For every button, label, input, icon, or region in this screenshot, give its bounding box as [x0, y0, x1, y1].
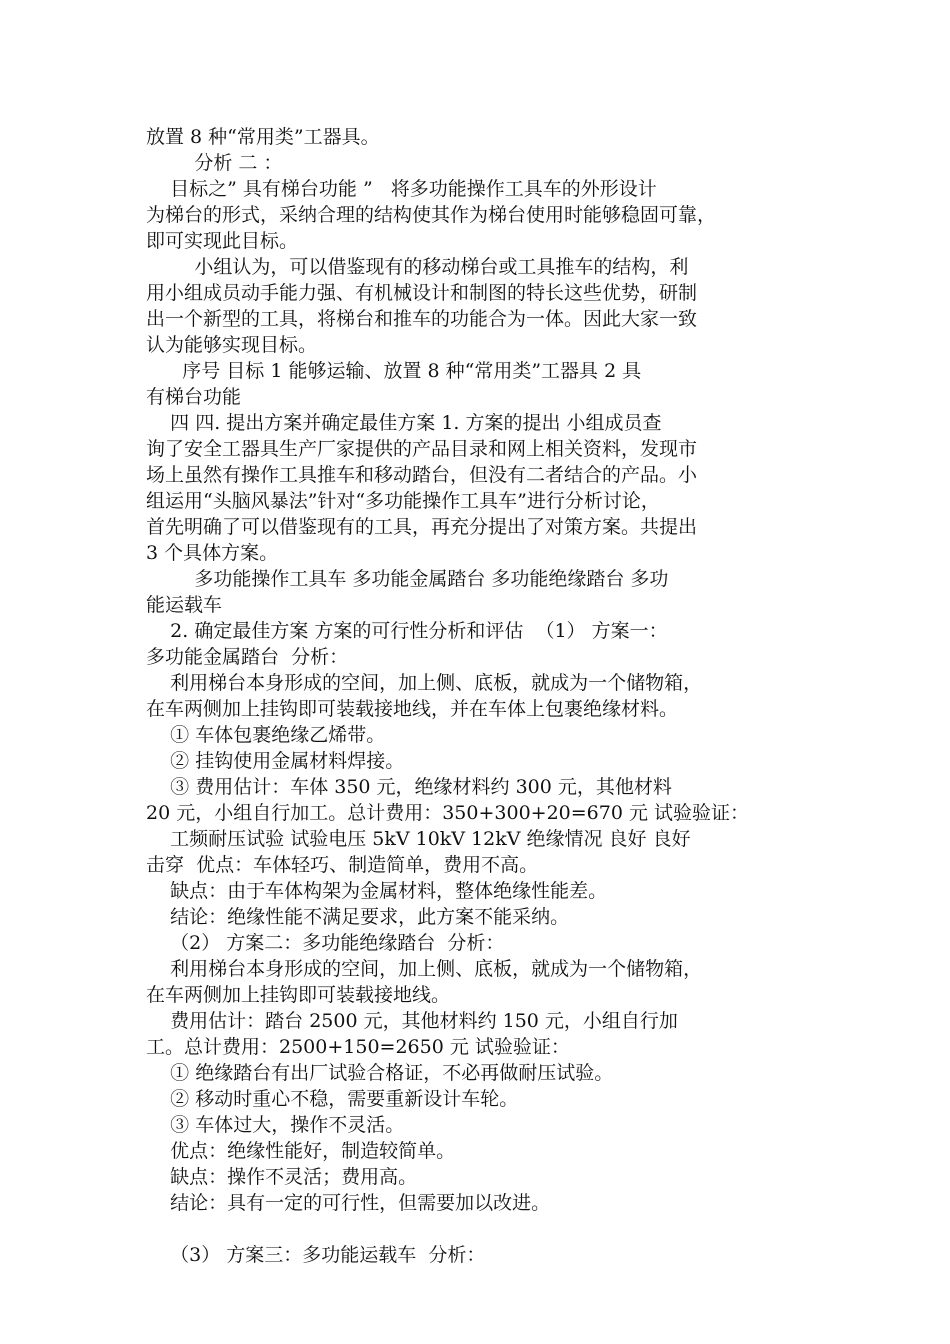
text-line: 缺点：操作不灵活；费用高。: [146, 1166, 418, 1188]
text-line: 询了安全工器具生产厂家提供的产品目录和网上相关资料，发现市: [146, 438, 698, 460]
text-line: 四 四. 提出方案并确定最佳方案 1. 方案的提出 小组成员查: [146, 412, 662, 434]
text-line: （3） 方案三：多功能运载车 分析：: [146, 1244, 486, 1266]
text-line: 优点：绝缘性能好，制造较简单。: [146, 1140, 456, 1162]
text-line: ② 移动时重心不稳，需要重新设计车轮。: [146, 1088, 519, 1110]
text-line: 工频耐压试验 试验电压 5kV 10kV 12kV 绝缘情况 良好 良好: [146, 828, 691, 850]
text-line: 3 个具体方案。: [146, 542, 279, 564]
text-line: 目标之” 具有梯台功能 ” 将多功能操作工具车的外形设计: [146, 178, 657, 200]
text-line: 首先明确了可以借鉴现有的工具，再充分提出了对策方案。共提出: [146, 516, 698, 538]
text-line: 认为能够实现目标。: [146, 334, 318, 356]
text-line: 费用估计：踏台 2500 元，其他材料约 150 元，小组自行加: [146, 1010, 678, 1032]
text-line: （2） 方案二：多功能绝缘踏台 分析：: [146, 932, 505, 954]
text-line: 在车两侧加上挂钩即可装载接地线。: [146, 984, 451, 1006]
text-line: ③ 费用估计：车体 350 元，绝缘材料约 300 元，其他材料: [146, 776, 672, 798]
text-line: 多功能金属踏台 分析：: [146, 646, 349, 668]
text-line: 场上虽然有操作工具推车和移动踏台，但没有二者结合的产品。小: [146, 464, 698, 486]
text-line: 多功能操作工具车 多功能金属踏台 多功能绝缘踏台 多功: [146, 568, 669, 590]
text-line: 小组认为，可以借鉴现有的移动梯台或工具推车的结构，利: [146, 256, 689, 278]
text-line: 在车两侧加上挂钩即可装载接地线，并在车体上包裹绝缘材料。: [146, 698, 679, 720]
text-line: 工。总计费用：2500+150=2650 元 试验验证：: [146, 1036, 570, 1058]
text-line: 利用梯台本身形成的空间，加上侧、底板，就成为一个储物箱，: [146, 672, 703, 694]
text-line: ① 车体包裹绝缘乙烯带。: [146, 724, 386, 746]
text-line: 序号 目标 1 能够运输、放置 8 种“常用类”工器具 2 具: [146, 360, 642, 382]
text-line: 击穿 优点：车体轻巧、制造简单，费用不高。: [146, 854, 539, 876]
text-line: 结论：具有一定的可行性，但需要加以改进。: [146, 1192, 551, 1214]
text-line: 能运载车: [146, 594, 223, 616]
text-line: 为梯台的形式，采纳合理的结构使其作为梯台使用时能够稳固可靠，: [146, 204, 717, 226]
text-line: 出一个新型的工具，将梯台和推车的功能合为一体。因此大家一致: [146, 308, 698, 330]
text-line: 组运用“头脑风暴法”针对“多功能操作工具车”进行分析讨论，: [146, 490, 660, 512]
text-line: 20 元，小组自行加工。总计费用：350+300+20=670 元 试验验证：: [146, 802, 750, 824]
text-line: 利用梯台本身形成的空间，加上侧、底板，就成为一个储物箱，: [146, 958, 703, 980]
text-line: ② 挂钩使用金属材料焊接。: [146, 750, 405, 772]
text-line: 结论：绝缘性能不满足要求，此方案不能采纳。: [146, 906, 570, 928]
text-line: 即可实现此目标。: [146, 230, 299, 252]
text-line: 分析 二 ：: [146, 152, 283, 174]
text-line: [146, 1216, 806, 1242]
text-line: 用小组成员动手能力强、有机械设计和制图的特长这些优势，研制: [146, 282, 698, 304]
text-line: ① 绝缘踏台有出厂试验合格证，不必再做耐压试验。: [146, 1062, 614, 1084]
document-body: [146, 124, 806, 1268]
text-line: 2. 确定最佳方案 方案的可行性分析和评估 （1） 方案一：: [146, 620, 668, 642]
text-line: 放置 8 种“常用类”工器具。: [146, 126, 380, 148]
text-line: ③ 车体过大，操作不灵活。: [146, 1114, 405, 1136]
text-line: 有梯台功能: [146, 386, 242, 408]
text-line: 缺点：由于车体构架为金属材料，整体绝缘性能差。: [146, 880, 608, 902]
